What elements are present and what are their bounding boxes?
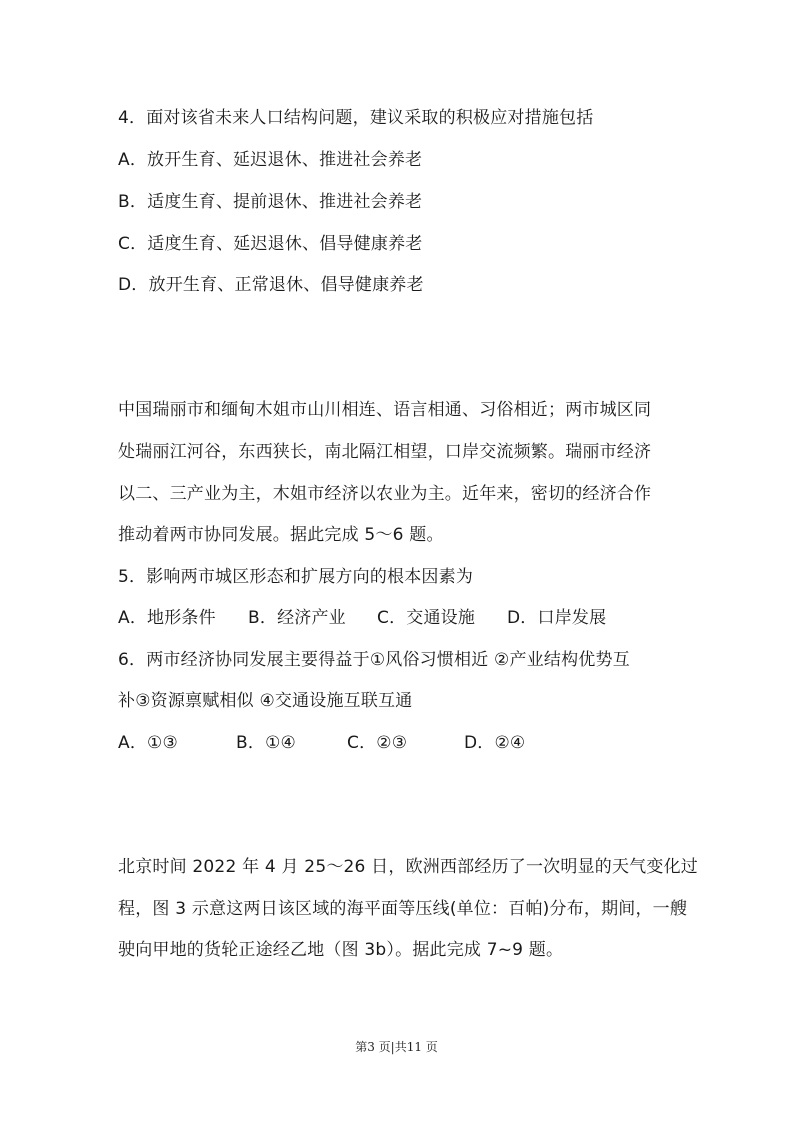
- passage-2-line: 程，图 3 示意这两日该区域的海平面等压线(单位：百帕)分布，期间，一艘: [118, 899, 688, 919]
- passage-1-line: 以二、三产业为主，木姐市经济以农业为主。近年来，密切的经济合作: [118, 484, 652, 504]
- question-6-option-b: B．①④: [236, 733, 296, 753]
- question-4-option-d: D．放开生育、正常退休、倡导健康养老: [118, 275, 424, 295]
- passage-1-line: 推动着两市协同发展。据此完成 5～6 题。: [118, 525, 444, 545]
- question-6-stem: 6．两市经济协同发展主要得益于①风俗习惯相近 ②产业结构优势互: [118, 650, 630, 670]
- passage-2-line: 驶向甲地的货轮正途经乙地（图 3b）。据此完成 7~9 题。: [118, 940, 564, 960]
- passage-1-line: 处瑞丽江河谷，东西狭长，南北隔江相望，口岸交流频繁。瑞丽市经济: [118, 442, 652, 462]
- question-5-option-b: B．经济产业: [248, 608, 346, 628]
- question-4-option-c: C．适度生育、延迟退休、倡导健康养老: [118, 234, 423, 254]
- question-5-option-d: D．口岸发展: [507, 608, 607, 628]
- question-6-option-a: A．①③: [118, 733, 178, 753]
- question-6-stem: 补③资源禀赋相似 ④交通设施互联互通: [118, 691, 413, 711]
- question-4-stem: 4．面对该省未来人口结构问题，建议采取的积极应对措施包括: [118, 108, 594, 128]
- question-4-option-b: B．适度生育、提前退休、推进社会养老: [118, 192, 423, 212]
- question-4-option-a: A．放开生育、延迟退休、推进社会养老: [118, 150, 423, 170]
- question-6-options: [118, 731, 525, 755]
- passage-2-line: 北京时间 2022 年 4 月 25～26 日，欧洲西部经历了一次明显的天气变化过: [118, 857, 698, 877]
- question-5-options: [118, 606, 606, 630]
- question-5-option-c: C．交通设施: [377, 608, 476, 628]
- passage-1-line: 中国瑞丽市和缅甸木姐市山川相连、语言相通、习俗相近；两市城区同: [118, 400, 652, 420]
- page-number-footer: 第3 页|共11 页: [355, 1040, 438, 1054]
- question-5-option-a: A．地形条件: [118, 608, 216, 628]
- question-6-option-c: C．②③: [347, 733, 408, 753]
- question-5-stem: 5．影响两市城区形态和扩展方向的根本因素为: [118, 567, 474, 587]
- question-6-option-d: D．②④: [464, 733, 526, 753]
